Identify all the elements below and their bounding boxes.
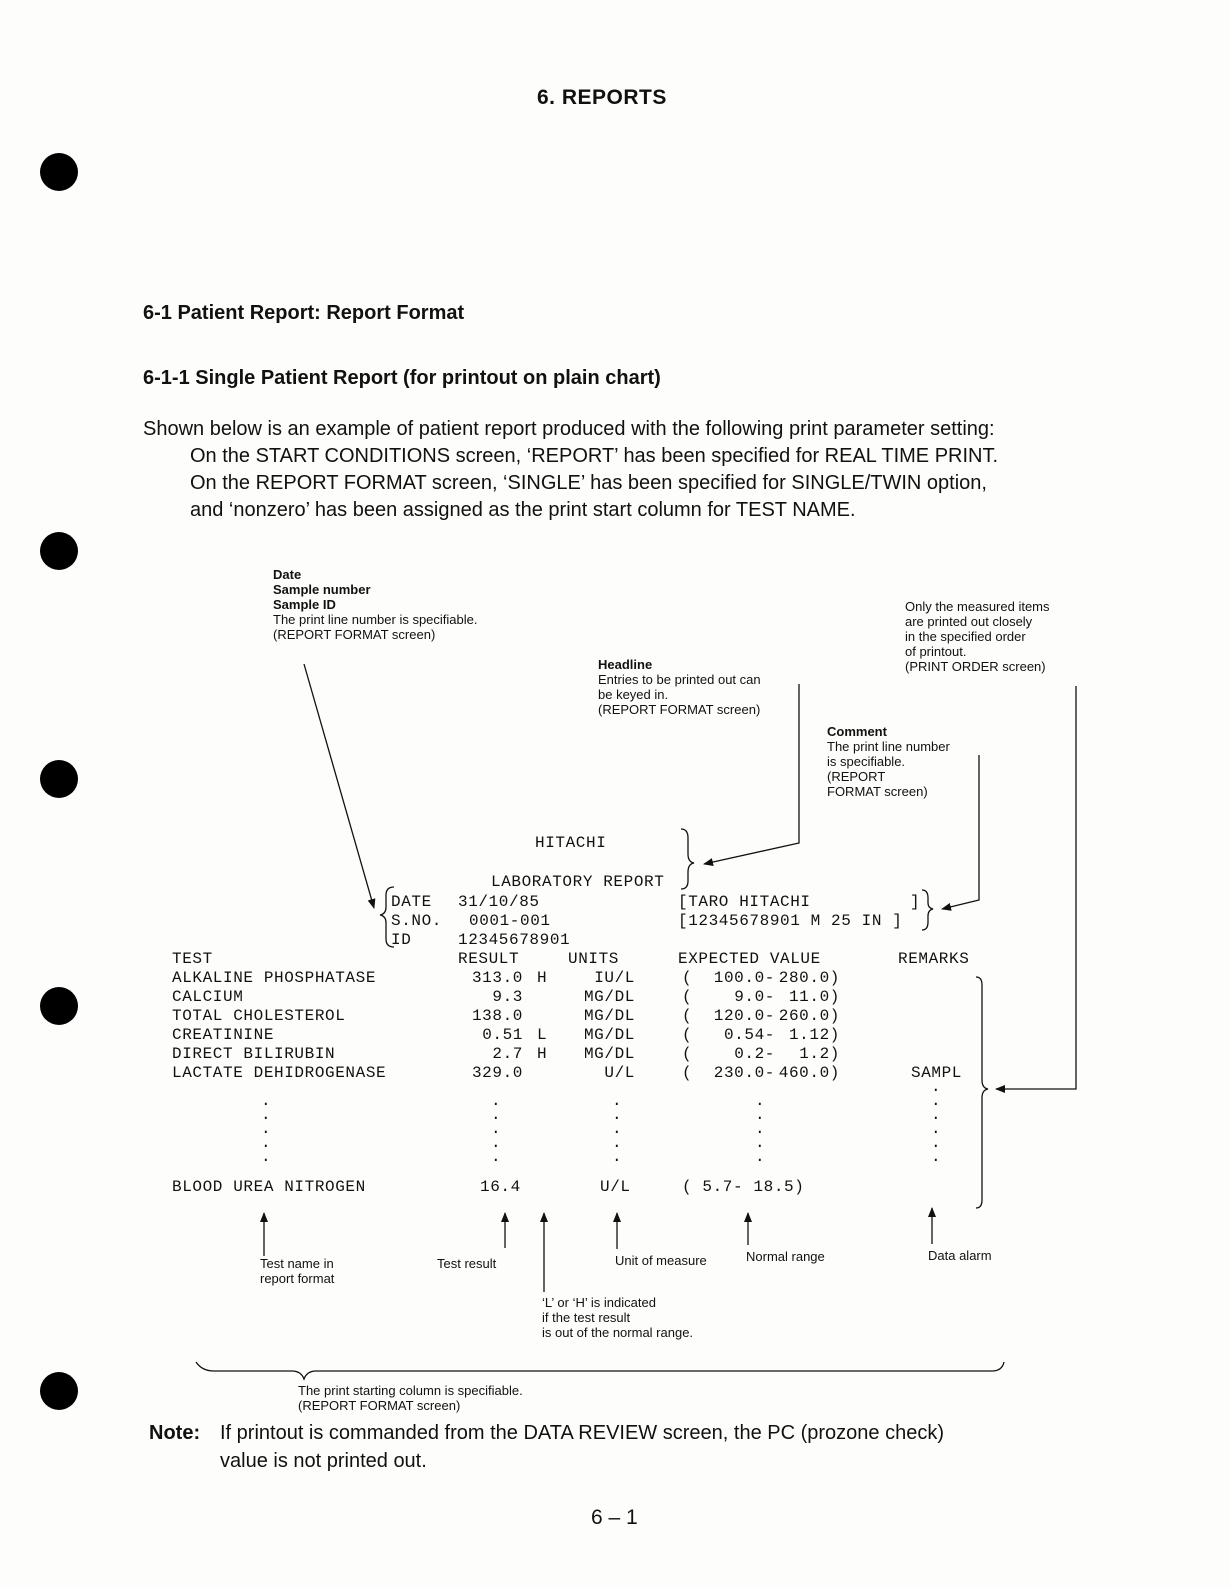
last-row-unit: U/L bbox=[600, 1178, 631, 1196]
row-remark: SAMPL bbox=[911, 1064, 963, 1082]
annotation-text: Test name in bbox=[260, 1256, 334, 1271]
chapter-title: 6. REPORTS bbox=[537, 86, 667, 109]
row-test-name: CALCIUM bbox=[172, 988, 244, 1006]
continuation-dots: . . . . . bbox=[755, 1092, 765, 1166]
annotation-title: Comment bbox=[827, 724, 887, 739]
annotation-text: (REPORT FORMAT screen) bbox=[273, 627, 436, 642]
annotation-text: Entries to be printed out can bbox=[598, 672, 761, 687]
annotation-text: ‘L’ or ‘H’ is indicated bbox=[542, 1295, 656, 1310]
row-range-open: ( bbox=[682, 1026, 693, 1044]
row-range-low: 120.0- bbox=[713, 1007, 775, 1025]
intro-line-3: On the REPORT FORMAT screen, ‘SINGLE’ has been specified for SINGLE/TWIN option, bbox=[190, 472, 987, 494]
range-low: 5.7- bbox=[702, 1178, 744, 1196]
annotation-text: is out of the normal range. bbox=[542, 1325, 694, 1340]
row-test-name: TOTAL CHOLESTEROL bbox=[172, 1007, 346, 1025]
annotation-text: report format bbox=[260, 1271, 335, 1286]
row-flag: H bbox=[537, 1045, 548, 1063]
subsection-title: 6-1-1 Single Patient Report (for printout on plain chart) bbox=[143, 367, 661, 389]
last-row-result: 16.4 bbox=[480, 1178, 521, 1196]
row-range-high: 460.0) bbox=[778, 1064, 840, 1082]
row-result: 9.3 bbox=[492, 988, 523, 1006]
row-test-name: LACTATE DEHIDROGENASE bbox=[172, 1064, 387, 1082]
header-expected-value: EXPECTED VALUE bbox=[678, 950, 821, 968]
range-high: 18.5) bbox=[753, 1178, 805, 1196]
annotation-text: if the test result bbox=[542, 1310, 631, 1325]
row-unit: IU/L bbox=[594, 969, 635, 987]
row-flag: H bbox=[537, 969, 548, 987]
row-unit: MG/DL bbox=[583, 988, 635, 1006]
annotation-text: (REPORT FORMAT screen) bbox=[298, 1398, 461, 1413]
leader-date bbox=[304, 664, 374, 908]
annotation-text: is specifiable. bbox=[827, 754, 906, 769]
brace-comment bbox=[922, 890, 933, 930]
row-range-open: ( bbox=[682, 988, 693, 1006]
annotation-test-result: Test result bbox=[437, 1256, 497, 1271]
row-range-high: 1.2) bbox=[799, 1045, 840, 1063]
annotation-text: are printed out closely bbox=[905, 614, 1033, 629]
annotation-title: Sample number bbox=[273, 582, 371, 597]
last-row-test: BLOOD UREA NITROGEN bbox=[172, 1178, 366, 1196]
row-range-open: ( bbox=[682, 1045, 693, 1063]
row-range-low: 0.2- bbox=[734, 1045, 775, 1063]
annotation-text: in the specified order bbox=[905, 629, 1026, 644]
note-line-2: value is not printed out. bbox=[220, 1450, 427, 1472]
row-result: 138.0 bbox=[471, 1007, 523, 1025]
row-result: 2.7 bbox=[492, 1045, 523, 1063]
row-test-name: ALKALINE PHOSPHATASE bbox=[172, 969, 377, 987]
annotation-title: Headline bbox=[598, 657, 653, 672]
annotation-text: (REPORT FORMAT screen) bbox=[598, 702, 761, 717]
row-range-open: ( bbox=[682, 969, 693, 987]
leader-comment bbox=[942, 755, 979, 909]
row-range-open: ( bbox=[682, 1064, 693, 1082]
row-result: 329.0 bbox=[471, 1064, 523, 1082]
row-range-high: 11.0) bbox=[788, 988, 840, 1006]
continuation-dots: . . . . . bbox=[261, 1092, 271, 1166]
annotation-text: be keyed in. bbox=[598, 687, 669, 702]
page-number: 6 – 1 bbox=[591, 1506, 638, 1529]
row-range-low: 0.54- bbox=[723, 1026, 775, 1044]
annotation-text: of printout. bbox=[905, 644, 967, 659]
row-unit: U/L bbox=[604, 1064, 635, 1082]
comment-bracket-end: ] bbox=[910, 893, 921, 911]
row-unit: MG/DL bbox=[583, 1007, 635, 1025]
row-range-low: 100.0- bbox=[713, 969, 775, 987]
annotation-data-alarm: Data alarm bbox=[928, 1248, 992, 1263]
row-unit: MG/DL bbox=[583, 1045, 635, 1063]
annotation-text: The print starting column is specifiable. bbox=[298, 1383, 523, 1398]
row-test-name: DIRECT BILIRUBIN bbox=[172, 1045, 336, 1063]
leader-headline bbox=[704, 684, 799, 864]
intro-line-1: Shown below is an example of patient report produced with the following print parameter setting: bbox=[143, 418, 995, 440]
annotation-text: (PRINT ORDER screen) bbox=[905, 659, 1046, 674]
brace-date-block bbox=[380, 887, 394, 947]
report-date-label: DATE bbox=[391, 893, 432, 911]
header-result: RESULT bbox=[458, 950, 520, 968]
header-test: TEST bbox=[172, 950, 213, 968]
report-headline-1: HITACHI bbox=[535, 834, 607, 852]
annotation-text: The print line number is specifiable. bbox=[273, 612, 478, 627]
report-comment-1: [TARO HITACHI bbox=[678, 893, 811, 911]
annotation-title: Sample ID bbox=[273, 597, 336, 612]
continuation-dots: . . . . . bbox=[491, 1092, 501, 1166]
annotation-text: (REPORT bbox=[827, 769, 886, 784]
row-range-low: 9.0- bbox=[734, 988, 775, 1006]
report-headline-2: LABORATORY REPORT bbox=[491, 873, 665, 891]
brace-start-column bbox=[196, 1362, 1004, 1379]
row-result: 0.51 bbox=[482, 1026, 523, 1044]
note-label: Note: bbox=[149, 1422, 201, 1444]
continuation-dots: . . . . . bbox=[612, 1092, 622, 1166]
row-flag: L bbox=[537, 1026, 548, 1044]
intro-line-2: On the START CONDITIONS screen, ‘REPORT’ has been specified for REAL TIME PRINT. bbox=[190, 445, 999, 467]
annotation-text: FORMAT screen) bbox=[827, 784, 928, 799]
last-row-range: ( 5.7- 18.5) bbox=[682, 1178, 805, 1196]
brace-headline bbox=[681, 829, 694, 889]
intro-line-4: and ‘nonzero’ has been assigned as the print start column for TEST NAME. bbox=[190, 499, 856, 521]
annotation-title: Date bbox=[273, 567, 302, 582]
row-range-high: 260.0) bbox=[778, 1007, 840, 1025]
report-id-value: 12345678901 bbox=[458, 931, 571, 949]
report-date-value: 31/10/85 bbox=[458, 893, 540, 911]
row-range-open: ( bbox=[682, 1007, 693, 1025]
row-test-name: CREATININE bbox=[172, 1026, 275, 1044]
header-remarks: REMARKS bbox=[898, 950, 970, 968]
section-title: 6-1 Patient Report: Report Format bbox=[143, 302, 465, 324]
annotation-text: Only the measured items bbox=[905, 599, 1050, 614]
row-range-low: 230.0- bbox=[713, 1064, 775, 1082]
row-result: 313.0 bbox=[471, 969, 523, 987]
comment-text: TARO HITACHI bbox=[688, 893, 811, 911]
leader-print-order bbox=[996, 686, 1076, 1089]
report-sno-label: S.NO. bbox=[391, 912, 443, 930]
report-id-label: ID bbox=[391, 931, 412, 949]
brace-remarks bbox=[976, 977, 988, 1208]
comment-text: 12345678901 M 25 IN bbox=[688, 912, 883, 930]
annotation-unit: Unit of measure bbox=[615, 1253, 707, 1268]
row-range-high: 1.12) bbox=[788, 1026, 840, 1044]
header-units: UNITS bbox=[568, 950, 620, 968]
report-sno-value: 0001-001 bbox=[469, 912, 551, 930]
row-unit: MG/DL bbox=[583, 1026, 635, 1044]
note-line-1: If printout is commanded from the DATA REVIEW screen, the PC (prozone check) bbox=[220, 1422, 944, 1444]
continuation-dots: . . . . . . bbox=[931, 1078, 941, 1166]
annotation-normal-range: Normal range bbox=[746, 1249, 825, 1264]
report-comment-2: [12345678901 M 25 IN ] bbox=[678, 912, 903, 930]
annotation-text: The print line number bbox=[827, 739, 950, 754]
row-range-high: 280.0) bbox=[778, 969, 840, 987]
